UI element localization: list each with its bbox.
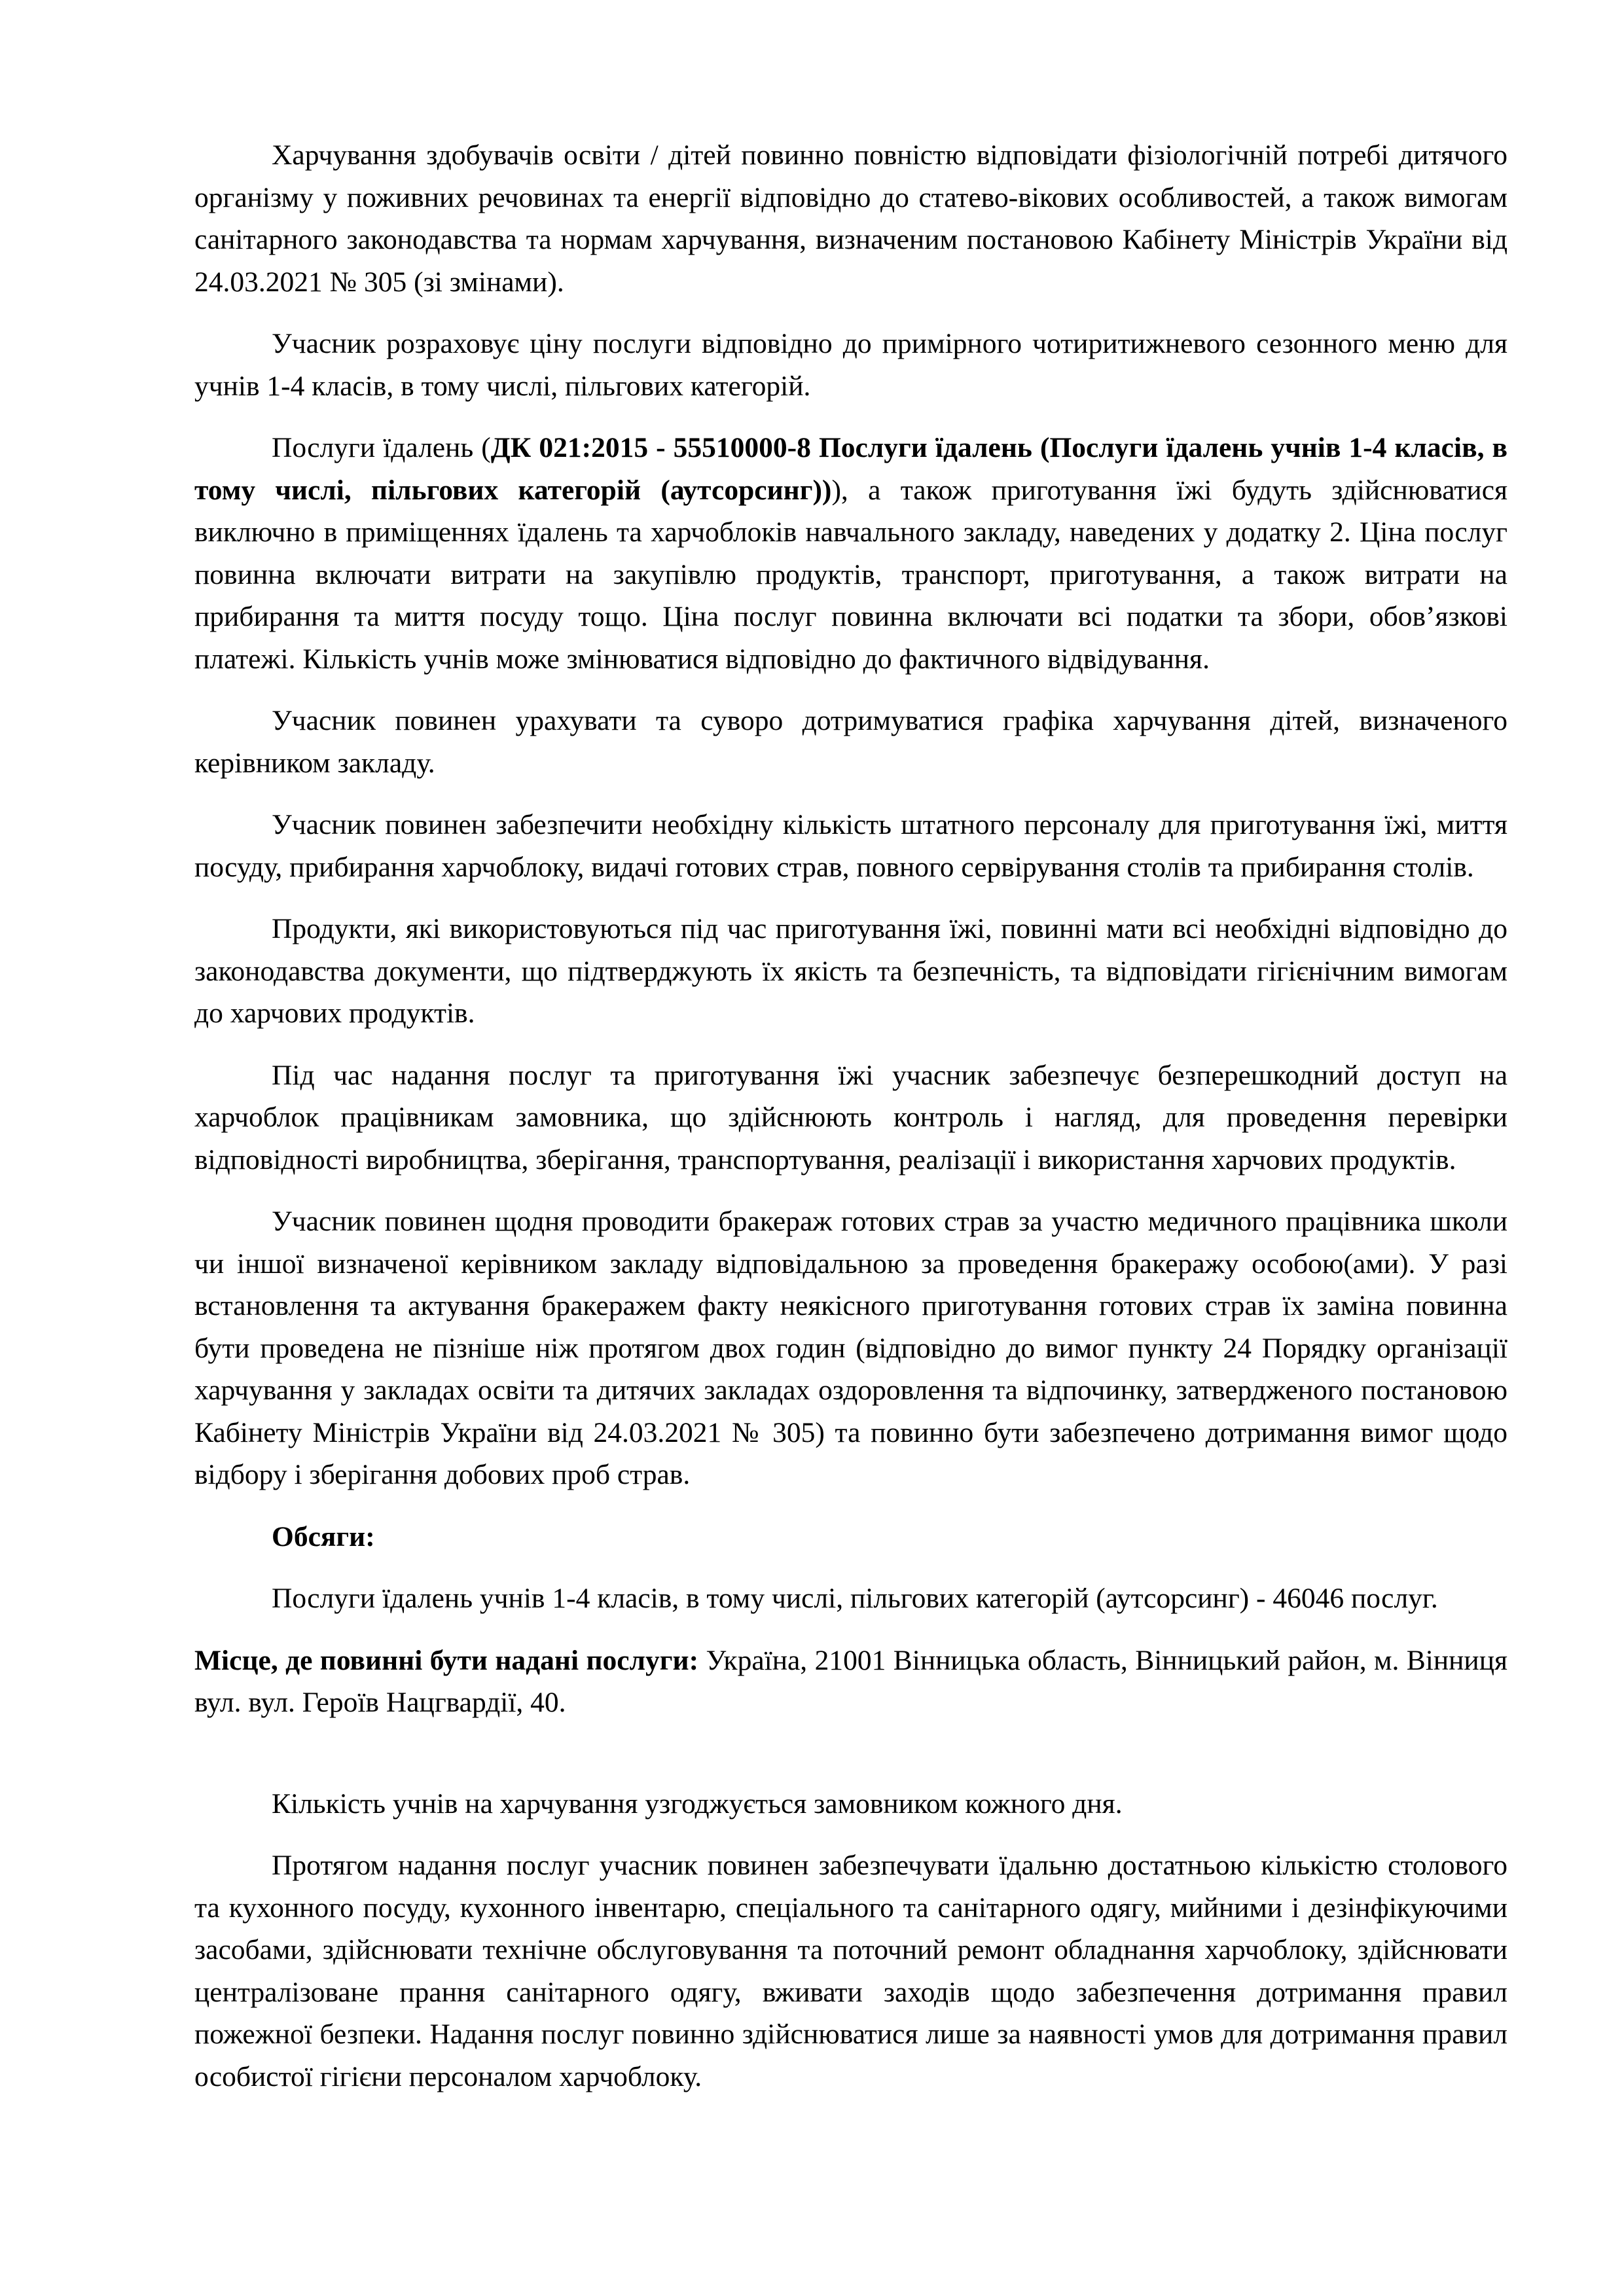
- paragraph-nutrition-requirements: Харчування здобувачів освіти / дітей повинно повністю відповідати фізіологічній потребі дитячого організму у поживних речовинах та енергії відповідно до статево-вікових особливостей, а також вимогам санітарного законодавства та нормам харчування, визначеним постановою Кабінету Міністрів України від 24.03.2021 № 305 (зі змінами).: [194, 139, 1507, 298]
- paragraph-canteen-services-end: ), а також приготування їжі будуть здійснюватися виключно в приміщеннях їдалень та харчоблоків навчального закладу, наведених у додатку 2. Ціна послуг повинна включати витрати на закупівлю продуктів, транспорт, приготування, а також витрати на прибирання та миття посуду тощо. Ціна послуг повинна включати всі податки та збори, обов’язкові платежі. Кількість учнів може змінюватися відповідно до фактичного відвідування.: [194, 474, 1508, 675]
- paragraph-equipment-hygiene: Протягом надання послуг учасник повинен забезпечувати їдальню достатньою кількістю столового та кухонного посуду, кухонного інвентарю, спеціального та санітарного одягу, мийними і дезінфікуючими засобами, здійснювати технічне обслуговування та поточний ремонт обладнання харчоблоку, здійснювати централізоване прання санітарного одягу, вживати заходів щодо забезпечення дотримання правил пожежної безпеки. Надання послуг повинно здійснюватися лише за наявності умов для дотримання правил особистої гігієни персоналом харчоблоку.: [194, 1850, 1507, 2092]
- paragraph-inspection-access: Під час надання послуг та приготування їжі учасник забезпечує безперешкодний доступ на харчоблок працівникам замовника, що здійснюють контроль і нагляд, для проведення перевірки відповідності виробництва, зберігання, транспортування, реалізації і використання харчових продуктів.: [194, 1059, 1507, 1175]
- paragraph-canteen-services: [194, 427, 1507, 680]
- paragraph-price-calculation: Учасник розраховує ціну послуги відповідно до примірного чотиритижневого сезонного меню для учнів 1-4 класів, в тому числі, пільгових категорій.: [194, 328, 1507, 402]
- service-location: [194, 1640, 1507, 1724]
- volumes-heading: Обсяги:: [272, 1520, 375, 1552]
- volumes-text: Послуги їдалень учнів 1-4 класів, в тому числі, пільгових категорій (аутсорсинг) - 46046 послуг.: [272, 1583, 1438, 1614]
- cpv-code-reference: ДК 021:2015 - 55510000-8 Послуги їдалень (Послуги їдалень учнів 1-4 класів, в тому числі, пільгових категорій (аутсорсинг)): [194, 432, 1507, 506]
- paragraph-student-count: Кількість учнів на харчування узгоджується замовником кожного дня.: [272, 1787, 1123, 1820]
- paragraph-quality-control: Учасник повинен щодня проводити бракераж готових страв за участю медичного працівника школи чи іншої визначеної керівником закладу відповідальною за проведення бракеражу особою(ами). У разі встановлення та актування бракеражем факту неякісного приготування готових страв їх заміна повинна бути проведена не пізніше ніж протягом двох годин (відповідно до вимог пункту 24 Порядку організації харчування у закладах освіти та дитячих закладах оздоровлення та відпочинку, затвердженого постановою Кабінету Міністрів України від 24.03.2021 № 305) та повинно бути забезпечено дотримання вимог щодо відбору і зберігання добових проб страв.: [194, 1206, 1507, 1490]
- paragraph-staffing: Учасник повинен забезпечити необхідну кількість штатного персоналу для приготування їжі, миття посуду, прибирання харчоблоку, видачі готових страв, повного сервірування столів та прибирання столів.: [194, 809, 1507, 883]
- service-location-label: Місце, де повинні бути надані послуги:: [194, 1644, 699, 1676]
- service-location-address: Україна, 21001 Вінницька область, Вінницький район, м. Вінниця вул. вул. Героїв Нацгвардії, 40.: [194, 1644, 1507, 1718]
- document-page: [194, 134, 1507, 2117]
- paragraph-canteen-services-start: Послуги їдалень (: [272, 432, 491, 463]
- paragraph-meal-schedule: Учасник повинен урахувати та суворо дотримуватися графіка харчування дітей, визначеного керівником закладу.: [194, 705, 1507, 779]
- paragraph-product-documents: Продукти, які використовуються під час приготування їжі, повинні мати всі необхідні відповідно до законодавства документи, що підтверджують їх якість та безпечність, та відповідати гігієнічним вимогам до харчових продуктів.: [194, 913, 1507, 1029]
